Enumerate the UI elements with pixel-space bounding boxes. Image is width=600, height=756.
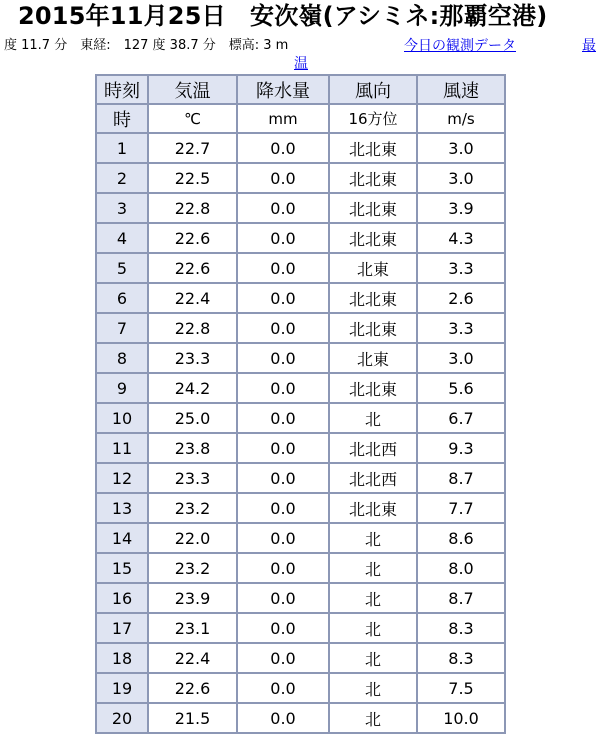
cell-wind-speed: 4.3 bbox=[418, 224, 504, 252]
cell-wind-direction: 北北東 bbox=[330, 314, 416, 342]
cell-wind-speed: 3.3 bbox=[418, 314, 504, 342]
latest-link-part-2[interactable]: 温 bbox=[294, 56, 308, 72]
cell-wind-direction: 北北西 bbox=[330, 434, 416, 462]
cell-wind-direction: 北 bbox=[330, 674, 416, 702]
cell-precipitation: 0.0 bbox=[238, 704, 328, 732]
header-precipitation: 降水量 bbox=[238, 76, 328, 103]
cell-wind-direction: 北 bbox=[330, 404, 416, 432]
cell-hour: 1 bbox=[97, 134, 147, 162]
cell-wind-direction: 北北東 bbox=[330, 194, 416, 222]
cell-precipitation: 0.0 bbox=[238, 164, 328, 192]
cell-precipitation: 0.0 bbox=[238, 344, 328, 372]
cell-hour: 4 bbox=[97, 224, 147, 252]
table-row bbox=[97, 284, 504, 312]
unit-hour: 時 bbox=[97, 105, 147, 132]
cell-precipitation: 0.0 bbox=[238, 314, 328, 342]
cell-hour: 17 bbox=[97, 614, 147, 642]
table-row bbox=[97, 464, 504, 492]
cell-wind-speed: 3.0 bbox=[418, 134, 504, 162]
cell-hour: 20 bbox=[97, 704, 147, 732]
cell-hour: 10 bbox=[97, 404, 147, 432]
cell-wind-speed: 3.0 bbox=[418, 344, 504, 372]
cell-hour: 8 bbox=[97, 344, 147, 372]
cell-temperature: 23.2 bbox=[149, 494, 236, 522]
cell-wind-direction: 北 bbox=[330, 704, 416, 732]
hourly-observation-table bbox=[95, 74, 506, 734]
table-row bbox=[97, 344, 504, 372]
table-header-row bbox=[97, 76, 504, 103]
cell-precipitation: 0.0 bbox=[238, 524, 328, 552]
cell-wind-speed: 10.0 bbox=[418, 704, 504, 732]
table-row bbox=[97, 374, 504, 402]
cell-precipitation: 0.0 bbox=[238, 404, 328, 432]
table-row bbox=[97, 674, 504, 702]
cell-temperature: 22.8 bbox=[149, 314, 236, 342]
cell-wind-speed: 3.3 bbox=[418, 254, 504, 282]
cell-temperature: 22.7 bbox=[149, 134, 236, 162]
unit-wind-direction: 16方位 bbox=[330, 105, 416, 132]
cell-wind-speed: 2.6 bbox=[418, 284, 504, 312]
cell-hour: 13 bbox=[97, 494, 147, 522]
table-row bbox=[97, 194, 504, 222]
cell-temperature: 22.6 bbox=[149, 224, 236, 252]
cell-temperature: 23.3 bbox=[149, 344, 236, 372]
cell-precipitation: 0.0 bbox=[238, 134, 328, 162]
cell-hour: 2 bbox=[97, 164, 147, 192]
cell-temperature: 23.3 bbox=[149, 464, 236, 492]
cell-temperature: 22.5 bbox=[149, 164, 236, 192]
cell-temperature: 23.2 bbox=[149, 554, 236, 582]
cell-wind-speed: 8.3 bbox=[418, 644, 504, 672]
cell-wind-direction: 北 bbox=[330, 554, 416, 582]
cell-precipitation: 0.0 bbox=[238, 374, 328, 402]
cell-hour: 6 bbox=[97, 284, 147, 312]
cell-wind-direction: 北 bbox=[330, 644, 416, 672]
unit-wind-speed: m/s bbox=[418, 105, 504, 132]
cell-wind-speed: 7.7 bbox=[418, 494, 504, 522]
cell-temperature: 22.8 bbox=[149, 194, 236, 222]
table-row bbox=[97, 704, 504, 732]
cell-temperature: 22.4 bbox=[149, 644, 236, 672]
cell-hour: 12 bbox=[97, 464, 147, 492]
cell-wind-direction: 北北東 bbox=[330, 134, 416, 162]
cell-temperature: 25.0 bbox=[149, 404, 236, 432]
cell-wind-speed: 8.3 bbox=[418, 614, 504, 642]
cell-precipitation: 0.0 bbox=[238, 464, 328, 492]
table-row bbox=[97, 404, 504, 432]
table-row bbox=[97, 164, 504, 192]
cell-wind-direction: 北 bbox=[330, 524, 416, 552]
cell-hour: 16 bbox=[97, 584, 147, 612]
cell-precipitation: 0.0 bbox=[238, 614, 328, 642]
cell-temperature: 21.5 bbox=[149, 704, 236, 732]
table-row bbox=[97, 134, 504, 162]
cell-precipitation: 0.0 bbox=[238, 674, 328, 702]
header-wind-speed: 風速 bbox=[418, 76, 504, 103]
cell-precipitation: 0.0 bbox=[238, 644, 328, 672]
cell-hour: 5 bbox=[97, 254, 147, 282]
cell-wind-direction: 北北東 bbox=[330, 374, 416, 402]
cell-temperature: 22.0 bbox=[149, 524, 236, 552]
cell-wind-speed: 8.7 bbox=[418, 584, 504, 612]
station-info bbox=[0, 36, 600, 76]
cell-precipitation: 0.0 bbox=[238, 494, 328, 522]
cell-precipitation: 0.0 bbox=[238, 554, 328, 582]
cell-wind-direction: 北東 bbox=[330, 254, 416, 282]
header-temperature: 気温 bbox=[149, 76, 236, 103]
cell-precipitation: 0.0 bbox=[238, 434, 328, 462]
cell-wind-speed: 5.6 bbox=[418, 374, 504, 402]
cell-wind-direction: 北北東 bbox=[330, 164, 416, 192]
cell-wind-speed: 9.3 bbox=[418, 434, 504, 462]
cell-wind-speed: 3.0 bbox=[418, 164, 504, 192]
station-coordinates: 度 11.7 分 東経: 127 度 38.7 分 標高: 3 m bbox=[4, 38, 289, 53]
cell-temperature: 24.2 bbox=[149, 374, 236, 402]
cell-hour: 9 bbox=[97, 374, 147, 402]
cell-temperature: 23.1 bbox=[149, 614, 236, 642]
cell-wind-speed: 8.6 bbox=[418, 524, 504, 552]
cell-wind-direction: 北北東 bbox=[330, 284, 416, 312]
table-row bbox=[97, 644, 504, 672]
cell-temperature: 23.8 bbox=[149, 434, 236, 462]
cell-precipitation: 0.0 bbox=[238, 194, 328, 222]
table-unit-row bbox=[97, 105, 504, 132]
cell-precipitation: 0.0 bbox=[238, 284, 328, 312]
cell-temperature: 22.4 bbox=[149, 284, 236, 312]
table-row bbox=[97, 614, 504, 642]
cell-hour: 7 bbox=[97, 314, 147, 342]
cell-precipitation: 0.0 bbox=[238, 224, 328, 252]
cell-hour: 14 bbox=[97, 524, 147, 552]
cell-wind-speed: 8.0 bbox=[418, 554, 504, 582]
cell-temperature: 22.6 bbox=[149, 254, 236, 282]
table-row bbox=[97, 224, 504, 252]
cell-wind-direction: 北北西 bbox=[330, 464, 416, 492]
table-row bbox=[97, 524, 504, 552]
header-wind-direction: 風向 bbox=[330, 76, 416, 103]
table-row bbox=[97, 254, 504, 282]
todays-data-link[interactable]: 今日の観測データ bbox=[404, 38, 516, 54]
unit-precipitation: mm bbox=[238, 105, 328, 132]
table-row bbox=[97, 314, 504, 342]
cell-hour: 11 bbox=[97, 434, 147, 462]
cell-wind-direction: 北 bbox=[330, 584, 416, 612]
table-row bbox=[97, 554, 504, 582]
cell-temperature: 23.9 bbox=[149, 584, 236, 612]
cell-hour: 3 bbox=[97, 194, 147, 222]
cell-hour: 19 bbox=[97, 674, 147, 702]
cell-wind-speed: 3.9 bbox=[418, 194, 504, 222]
cell-hour: 15 bbox=[97, 554, 147, 582]
unit-temperature: ℃ bbox=[149, 105, 236, 132]
cell-wind-speed: 7.5 bbox=[418, 674, 504, 702]
cell-wind-direction: 北北東 bbox=[330, 494, 416, 522]
page-title: 2015年11月25日 安次嶺(アシミネ:那覇空港) bbox=[18, 2, 548, 30]
cell-temperature: 22.6 bbox=[149, 674, 236, 702]
cell-wind-direction: 北北東 bbox=[330, 224, 416, 252]
cell-hour: 18 bbox=[97, 644, 147, 672]
table-row bbox=[97, 584, 504, 612]
table-row bbox=[97, 494, 504, 522]
cell-wind-direction: 北 bbox=[330, 614, 416, 642]
table-row bbox=[97, 434, 504, 462]
header-hour: 時刻 bbox=[97, 76, 147, 103]
latest-link-part-1[interactable]: 最 bbox=[582, 38, 596, 54]
cell-wind-direction: 北東 bbox=[330, 344, 416, 372]
cell-precipitation: 0.0 bbox=[238, 584, 328, 612]
cell-precipitation: 0.0 bbox=[238, 254, 328, 282]
cell-wind-speed: 8.7 bbox=[418, 464, 504, 492]
cell-wind-speed: 6.7 bbox=[418, 404, 504, 432]
